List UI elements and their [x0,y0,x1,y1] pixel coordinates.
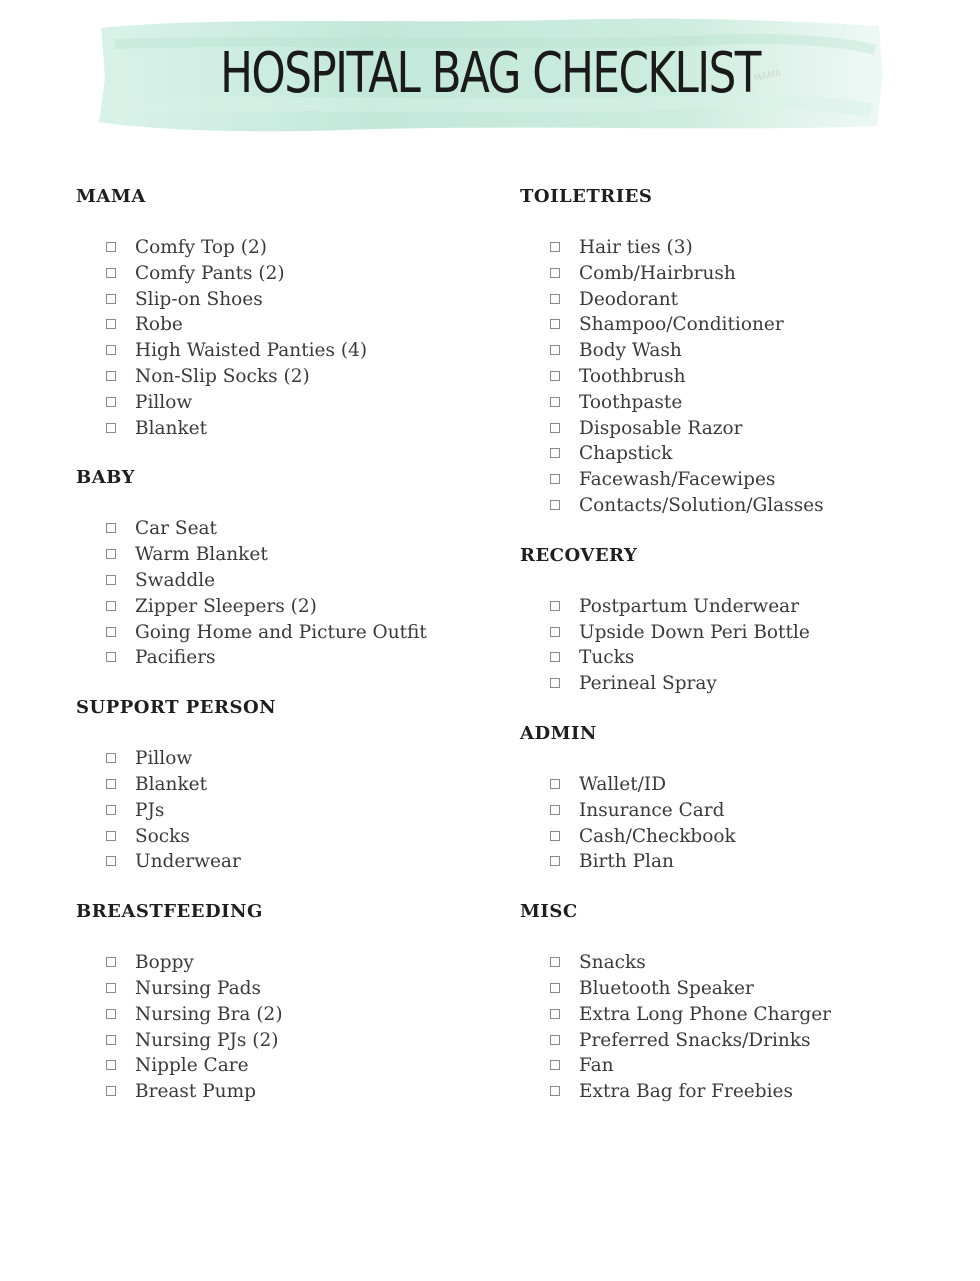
title-banner [95,14,885,134]
left-column [76,184,476,1129]
checklist-item-label: Tucks [579,647,635,669]
checklist-item [76,568,476,594]
checklist-item [76,798,476,824]
checklist-item-label: Cash/Checkbook [579,825,736,847]
checklist-item [520,620,940,646]
checklist-item-label: Postpartum Underwear [579,595,800,617]
checklist-item-label: Comfy Top (2) [135,237,267,258]
checklist-item-label: Toothpaste [579,391,683,413]
checklist-item [76,594,476,620]
checklist-item [76,1002,476,1028]
checklist-item-label: Body Wash [579,340,682,362]
checklist-item [520,467,940,493]
checklist-item [520,594,940,620]
checklist-item-label: Shampoo/Conditioner [579,314,784,336]
checkbox[interactable] [106,523,116,533]
checklist-item-label: Disposable Razor [579,417,743,439]
checklist-item-label: Pillow [135,391,193,413]
checklist-item [76,824,476,850]
checklist-item-label: Hair ties (3) [579,237,693,258]
checklist-item [520,416,940,442]
checklist-item-label: Swaddle [135,569,216,591]
checklist-item-label: Pacifiers [135,647,216,669]
checklist-item [76,542,476,568]
checkbox[interactable] [550,371,560,381]
checkbox[interactable] [550,474,560,484]
checklist-item-label: PJs [135,799,165,821]
checkbox[interactable] [106,242,116,252]
checklist [520,950,940,1105]
checkbox[interactable] [106,1035,116,1045]
checklist-item-label: Boppy [135,952,194,974]
checkbox[interactable] [106,575,116,585]
checkbox[interactable] [550,500,560,510]
checkbox[interactable] [550,1060,560,1070]
checklist-item-label: Nursing Pads [135,977,261,999]
checklist-item-label: Fan [579,1055,614,1077]
checklist-item-label: Comb/Hairbrush [579,262,736,284]
checkbox[interactable] [106,753,116,763]
checkbox[interactable] [106,983,116,993]
checkbox[interactable] [550,242,560,252]
checkbox[interactable] [550,856,560,866]
checklist-item [520,441,940,467]
checkbox[interactable] [106,652,116,662]
checkbox[interactable] [550,983,560,993]
checkbox[interactable] [550,779,560,789]
checklist-item [76,746,476,772]
checklist-item-label: Birth Plan [579,851,674,873]
checklist-item-label: Deodorant [579,288,679,310]
checkbox[interactable] [106,345,116,355]
checklist-item-label: Zipper Sleepers (2) [135,595,317,617]
checklist-item [520,772,940,798]
checklist-item-label: Upside Down Peri Bottle [579,621,810,643]
checklist-item [520,1002,940,1028]
checklist-item [76,364,476,390]
checklist-item-label: Slip-on Shoes [135,288,263,310]
checklist-item [76,312,476,338]
checklist-item-label: Perineal Spray [579,673,717,695]
section-admin [520,721,940,875]
checkbox[interactable] [550,448,560,458]
checklist-item [520,798,940,824]
checklist-item [76,1053,476,1079]
checkbox[interactable] [106,294,116,304]
checkbox[interactable] [550,397,560,407]
checklist-item [76,620,476,646]
checkbox[interactable] [550,423,560,433]
checklist-item-label: Chapstick [579,443,673,465]
section-baby [76,465,476,671]
checklist-item [520,671,940,697]
checklist-item-label: Insurance Card [579,799,725,821]
checklist-item-label: Facewash/Facewipes [579,469,776,491]
checklist-item [520,338,940,364]
checkbox[interactable] [550,294,560,304]
checkbox[interactable] [550,268,560,278]
checkbox[interactable] [550,957,560,967]
checkbox[interactable] [106,627,116,637]
checklist-item [76,390,476,416]
checklist [520,235,940,519]
checklist-item-label: Extra Bag for Freebies [579,1081,793,1103]
checklist [76,235,476,441]
checklist-item-label: Pillow [135,748,193,770]
checklist-item-label: Blanket [135,417,208,439]
checklist-item-label: Comfy Pants (2) [135,262,285,284]
checkbox[interactable] [106,957,116,967]
checkbox[interactable] [550,678,560,688]
checklist-item [76,338,476,364]
checklist-item [76,645,476,671]
checkbox[interactable] [550,831,560,841]
checkbox[interactable] [106,1009,116,1019]
checkbox[interactable] [550,601,560,611]
section-heading: SUPPORT PERSON [76,697,277,719]
checkbox[interactable] [106,371,116,381]
checklist-item-label: Nursing Bra (2) [135,1003,283,1025]
section-heading: MISC [520,901,578,923]
section-misc [520,899,940,1105]
section-breastfeeding [76,899,476,1105]
checklist-item-label: Preferred Snacks/Drinks [579,1029,811,1051]
checklist-item-label: Breast Pump [135,1081,256,1103]
checklist-item-label: Car Seat [135,518,217,540]
checklist-item [76,1028,476,1054]
checklist-item [76,516,476,542]
checklist-item-label: Extra Long Phone Charger [579,1003,832,1025]
checklist [520,772,940,875]
checklist-item-label: Blanket [135,773,208,795]
checklist-item-label: Nipple Care [135,1055,249,1077]
checkbox[interactable] [550,1009,560,1019]
checklist-item-label: Going Home and Picture Outfit [135,621,427,643]
checkbox[interactable] [550,319,560,329]
checklist-item [76,849,476,875]
checklist-item [520,849,940,875]
checklist-item [520,235,940,261]
section-mama [76,184,476,441]
checklist-item [520,950,940,976]
checklist-item [76,261,476,287]
section-heading: TOILETRIES [520,186,653,207]
checklist [76,950,476,1105]
checkbox[interactable] [550,627,560,637]
section-support-person [76,695,476,875]
checkbox[interactable] [550,652,560,662]
checkbox[interactable] [106,856,116,866]
checklist-item [520,390,940,416]
checklist-item [520,364,940,390]
checklist-item [520,312,940,338]
right-column [520,184,940,1129]
checklist-item [76,950,476,976]
checkbox[interactable] [550,1035,560,1045]
checkbox[interactable] [106,779,116,789]
checklist-item [520,287,940,313]
page-title: HOSPITAL BAG CHECKLIST [220,41,760,106]
checklist-item-label: Snacks [579,952,646,974]
checklist [76,746,476,875]
checkbox[interactable] [106,549,116,559]
checklist [520,594,940,697]
checkbox[interactable] [106,805,116,815]
checklist-item-label: High Waisted Panties (4) [135,340,368,362]
checklist-item [520,976,940,1002]
checklist-item [520,1053,940,1079]
checklist-item [76,976,476,1002]
checklist-item-label: Socks [135,825,190,847]
checklist-item [76,416,476,442]
checklist-item-label: Underwear [135,851,241,873]
section-heading: BREASTFEEDING [76,901,263,923]
checklist-item [520,1028,940,1054]
checkbox[interactable] [106,601,116,611]
checklist-item [520,1079,940,1105]
checklist-item-label: Toothbrush [579,365,686,387]
checkbox[interactable] [106,397,116,407]
checkbox[interactable] [106,831,116,841]
checklist-item-label: Robe [135,314,183,336]
checkbox[interactable] [106,1060,116,1070]
checkbox[interactable] [106,1086,116,1096]
checkbox[interactable] [550,805,560,815]
checkbox[interactable] [106,268,116,278]
checkbox[interactable] [550,345,560,355]
logo-stamp: MAMA [753,68,783,85]
section-heading: RECOVERY [520,544,638,566]
checklist-item [76,235,476,261]
checklist-item [76,772,476,798]
section-toiletries [520,184,940,519]
checklist [76,516,476,671]
checklist-item [76,287,476,313]
checklist-item-label: Wallet/ID [579,773,667,795]
checkbox[interactable] [550,1086,560,1096]
checklist-item [520,824,940,850]
checklist-item [76,1079,476,1105]
checkbox[interactable] [106,423,116,433]
section-recovery [520,543,940,697]
section-heading: ADMIN [520,722,597,744]
checklist-item-label: Non-Slip Socks (2) [135,365,310,387]
checklist-item [520,645,940,671]
checklist-item-label: Contacts/Solution/Glasses [579,494,824,516]
checklist-item-label: Bluetooth Speaker [579,977,754,999]
checklist-item-label: Nursing PJs (2) [135,1029,279,1051]
checkbox[interactable] [106,319,116,329]
checklist-item [520,493,940,519]
section-heading: MAMA [76,186,146,207]
checklist-item [520,261,940,287]
section-heading: BABY [76,467,135,489]
checklist-item-label: Warm Blanket [135,544,268,566]
